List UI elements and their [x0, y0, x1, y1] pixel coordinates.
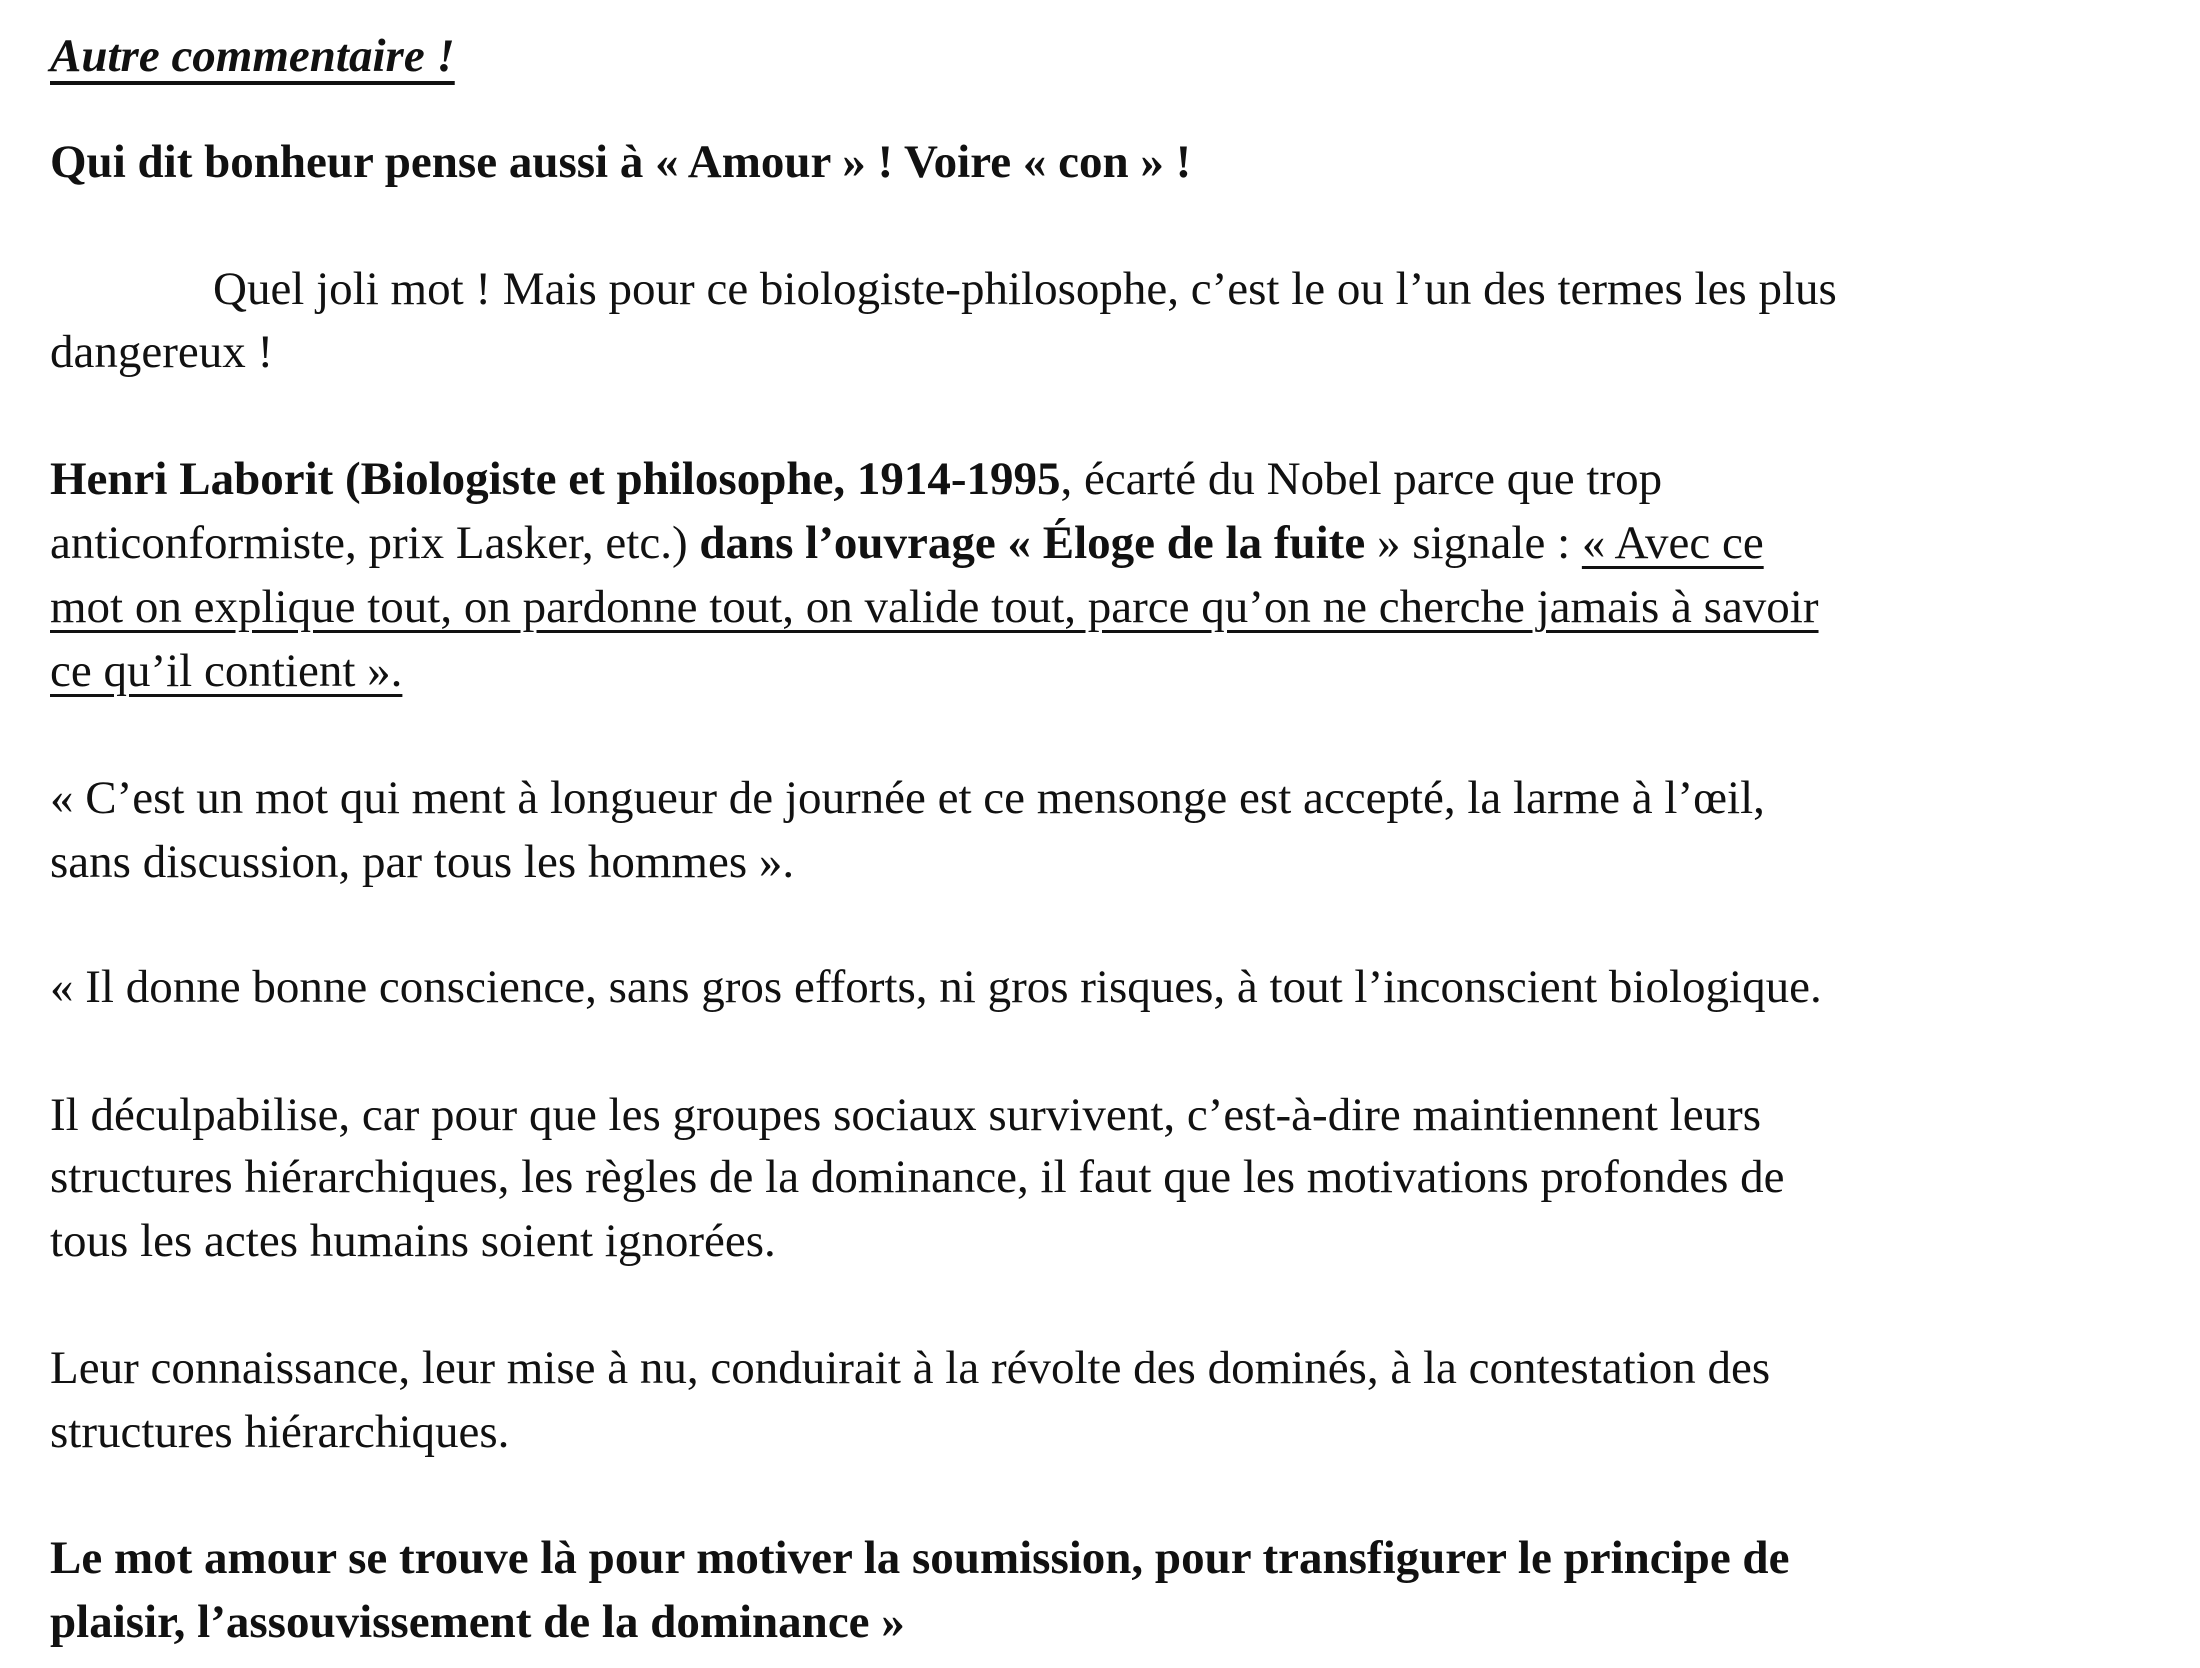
book-title: dans l’ouvrage « Éloge de la fuite — [699, 517, 1366, 569]
paragraph-line: plaisir, l’assouvissement de la dominance » — [50, 1596, 905, 1648]
document-subtitle: Qui dit bonheur pense aussi à « Amour » ! Voire « con » ! — [50, 136, 1192, 188]
paragraph-line: dangereux ! — [50, 326, 274, 378]
paragraph-line — [50, 643, 402, 699]
author-note: , écarté du Nobel parce que trop — [1060, 453, 1663, 505]
paragraph-line: structures hiérarchiques, les règles de la dominance, il faut que les motivations profondes de — [50, 1151, 1785, 1203]
author-name: Henri Laborit (Biologiste et philosophe, 1914-1995 — [50, 453, 1061, 505]
quote-start: « Avec ce — [1581, 517, 1764, 569]
paragraph-line: Leur connaissance, leur mise à nu, conduirait à la révolte des dominés, à la contestation des — [50, 1342, 1771, 1394]
paragraph-line: « C’est un mot qui ment à longueur de journée et ce mensonge est accepté, la larme à l’œil, — [50, 772, 1765, 824]
document-title: Autre commentaire ! — [50, 30, 455, 82]
quote-line: mot on explique tout, on pardonne tout, on valide tout, parce qu’on ne cherche jamais à savoir — [50, 581, 1819, 633]
paragraph-line: Le mot amour se trouve là pour motiver la soumission, pour transfigurer le principe de — [50, 1532, 1790, 1584]
paragraph-line — [50, 451, 1662, 507]
paragraph-line: Il déculpabilise, car pour que les groupes sociaux survivent, c’est-à-dire maintiennent leurs — [50, 1089, 1762, 1141]
paragraph-line: « Il donne bonne conscience, sans gros efforts, ni gros risques, à tout l’inconscient biologique. — [50, 961, 1822, 1013]
author-note-cont: anticonformiste, prix Lasker, etc.) — [50, 517, 700, 569]
signale-text: » signale : — [1365, 517, 1582, 569]
paragraph-line: tous les actes humains soient ignorées. — [50, 1215, 776, 1267]
paragraph-line — [50, 515, 1764, 571]
paragraph-line: Quel joli mot ! Mais pour ce biologiste-philosophe, c’est le ou l’un des termes les plus — [213, 263, 1837, 315]
quote-end: ce qu’il contient ». — [50, 645, 403, 697]
paragraph-line: sans discussion, par tous les hommes ». — [50, 836, 795, 888]
paragraph-line: structures hiérarchiques. — [50, 1406, 510, 1458]
